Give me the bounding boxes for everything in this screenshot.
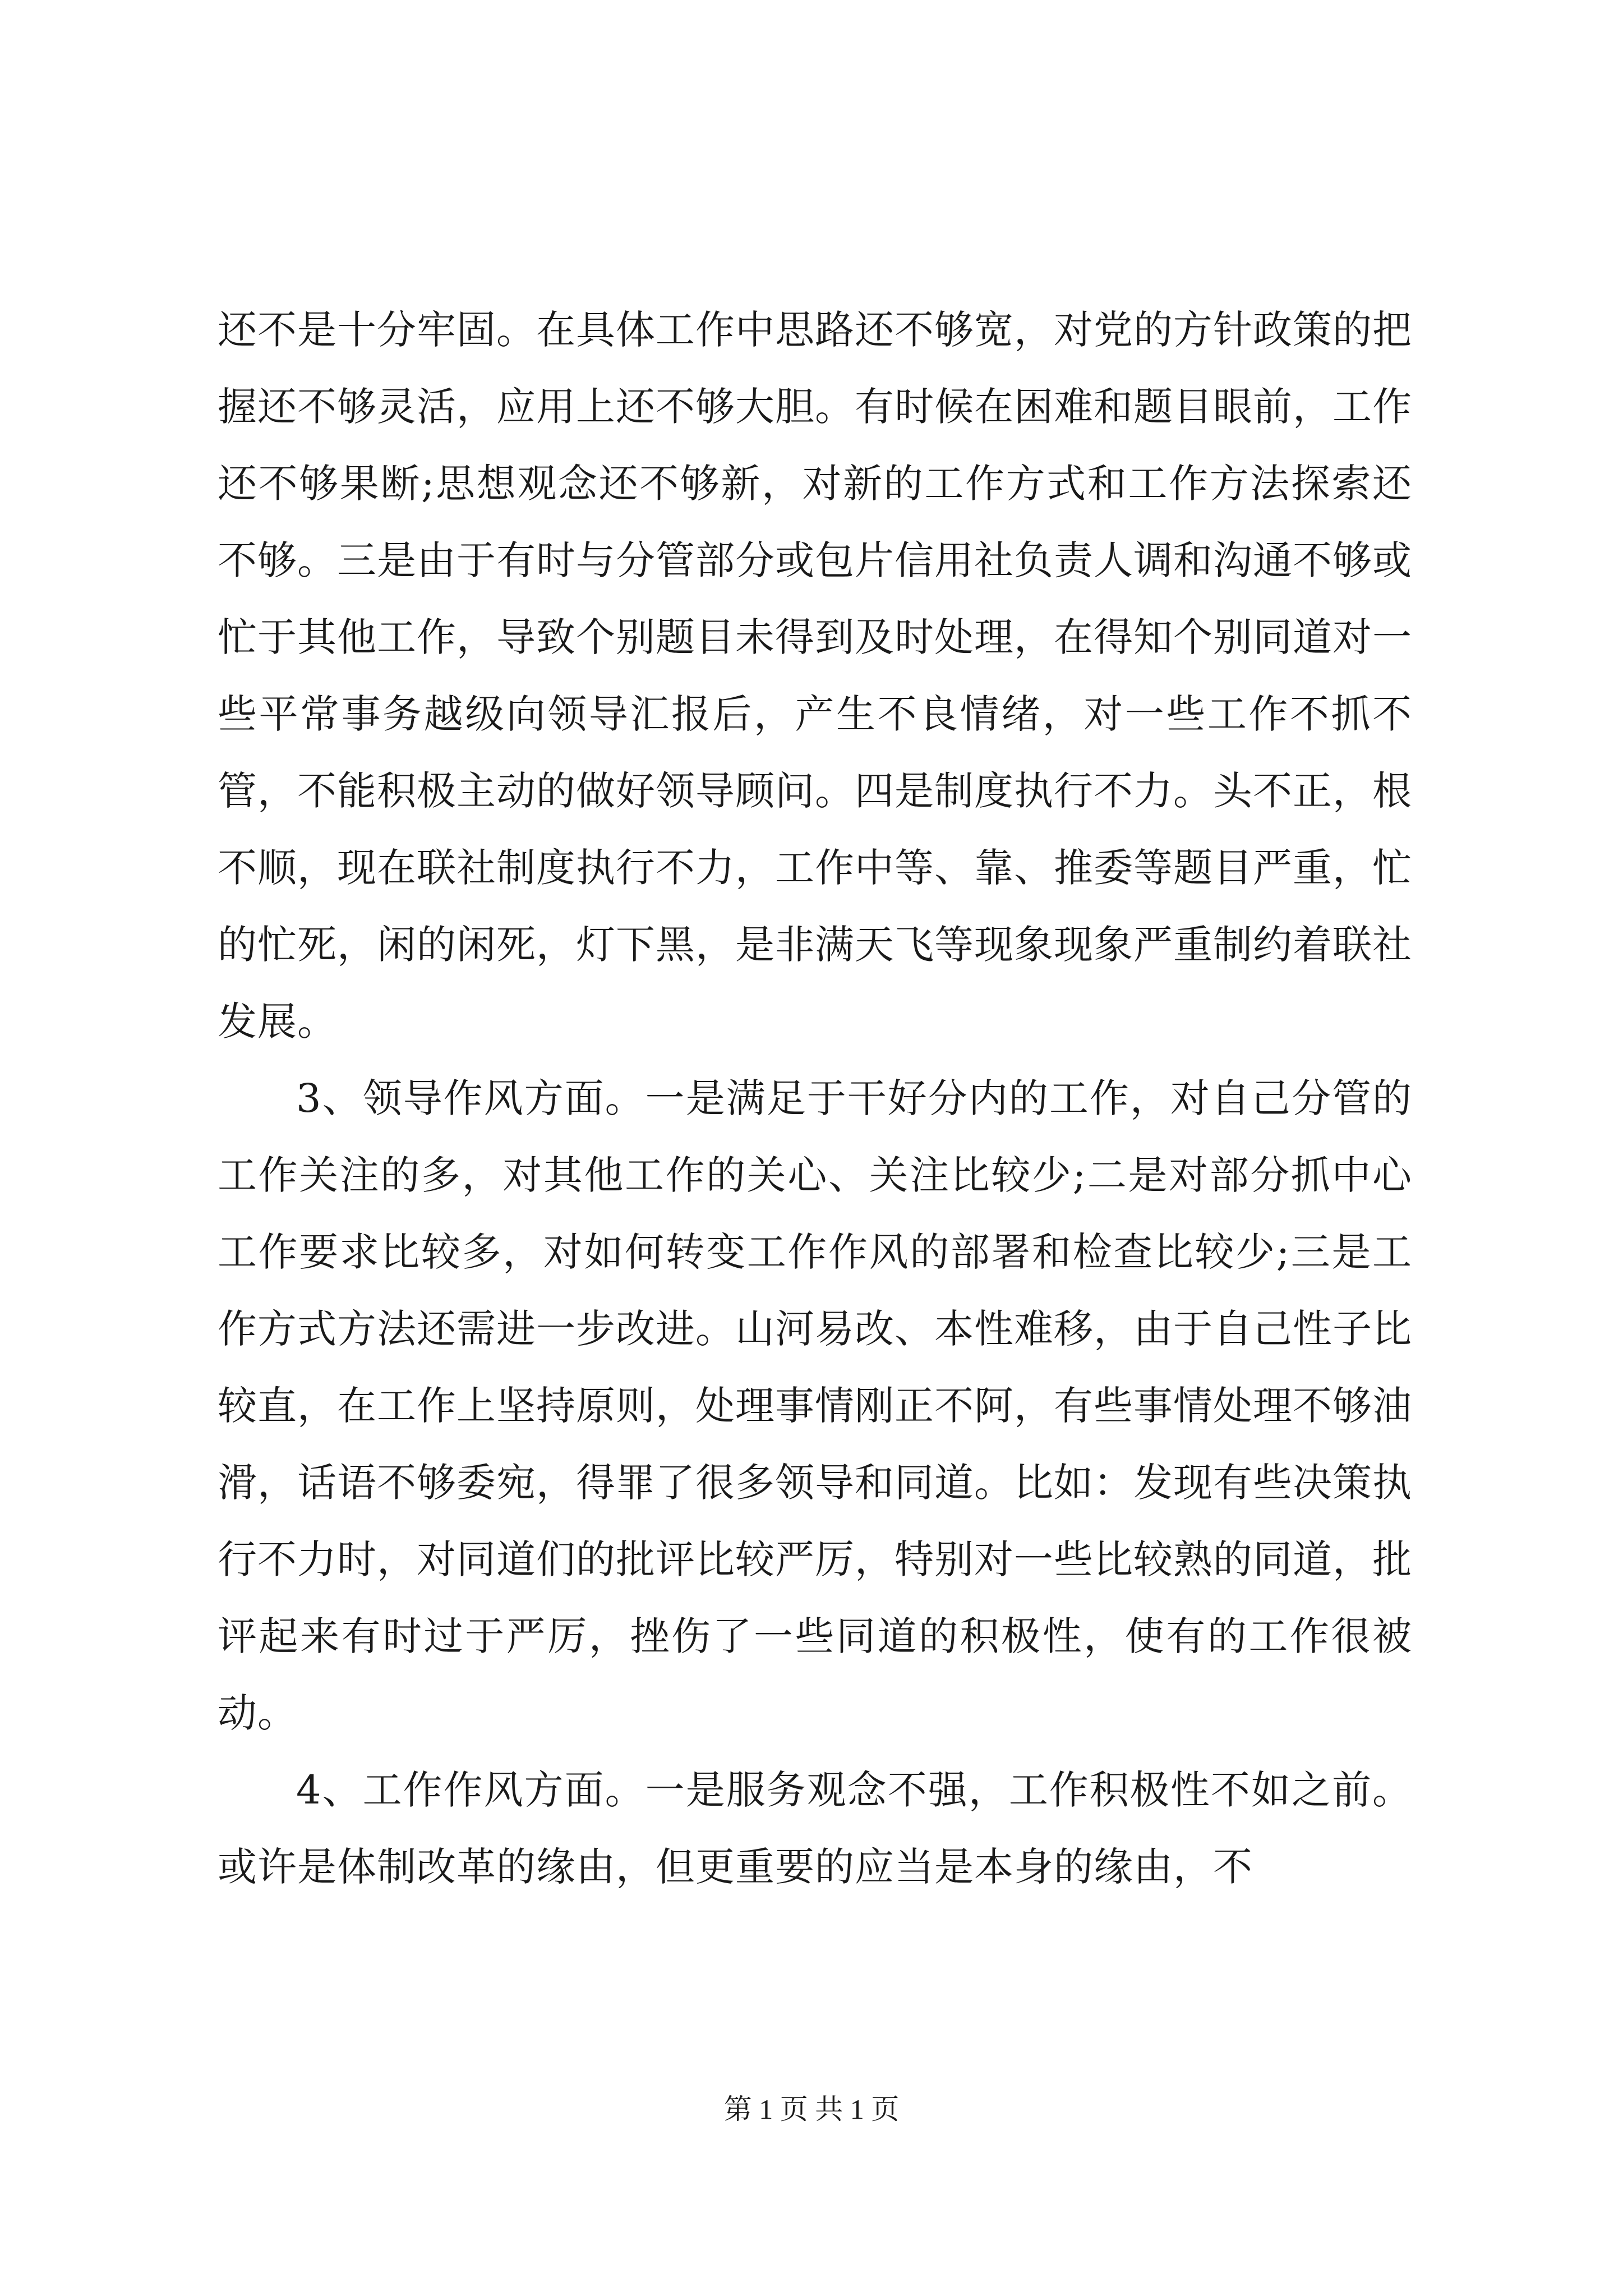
paragraph-2: 3、领导作风方面。一是满足于干好分内的工作，对自己分管的工作关注的多，对其他工作的关心、关注比较少;二是对部分抓中心工作要求比较多，对如何转变工作作风的部署和检查比较少;三是工作方式方法还需进一步改进。山河易改、本性难移，由于自己性子比较直，在工作上坚持原则，处理事情刚正不阿，有些事情处理不够油滑，话语不够委宛，得罪了很多领导和同道。比如：发现有些决策执行不力时，对同道们的批评比较严厉，特别对一些比较熟的同道，批评起来有时过于严厉，挫伤了一些同道的积极性，使有的工作很被动。 (218, 1075, 1412, 1736)
paragraph-3: 4、工作作风方面。一是服务观念不强，工作积极性不如之前。或许是体制改革的缘由，但更重要的应当是本身的缘由，不 (218, 1767, 1412, 1890)
paragraph-1: 还不是十分牢固。在具体工作中思路还不够宽，对党的方针政策的把握还不够灵活，应用上还不够大胆。有时候在困难和题目眼前，工作还不够果断;思想观念还不够新，对新的工作方式和工作方法探索还不够。三是由于有时与分管部分或包片信用社负责人调和沟通不够或忙于其他工作，导致个别题目未得到及时处理，在得知个别同道对一些平常事务越级向领导汇报后，产生不良情绪，对一些工作不抓不管，不能积极主动的做好领导顾问。四是制度执行不力。头不正，根不顺，现在联社制度执行不力，工作中等、靠、推委等题目严重，忙的忙死，闲的闲死，灯下黑，是非满天飞等现象现象严重制约着联社发展。 (218, 307, 1412, 1045)
page-footer: 第 1 页 共 1 页 (723, 2093, 900, 2125)
document-body (218, 292, 1412, 1906)
